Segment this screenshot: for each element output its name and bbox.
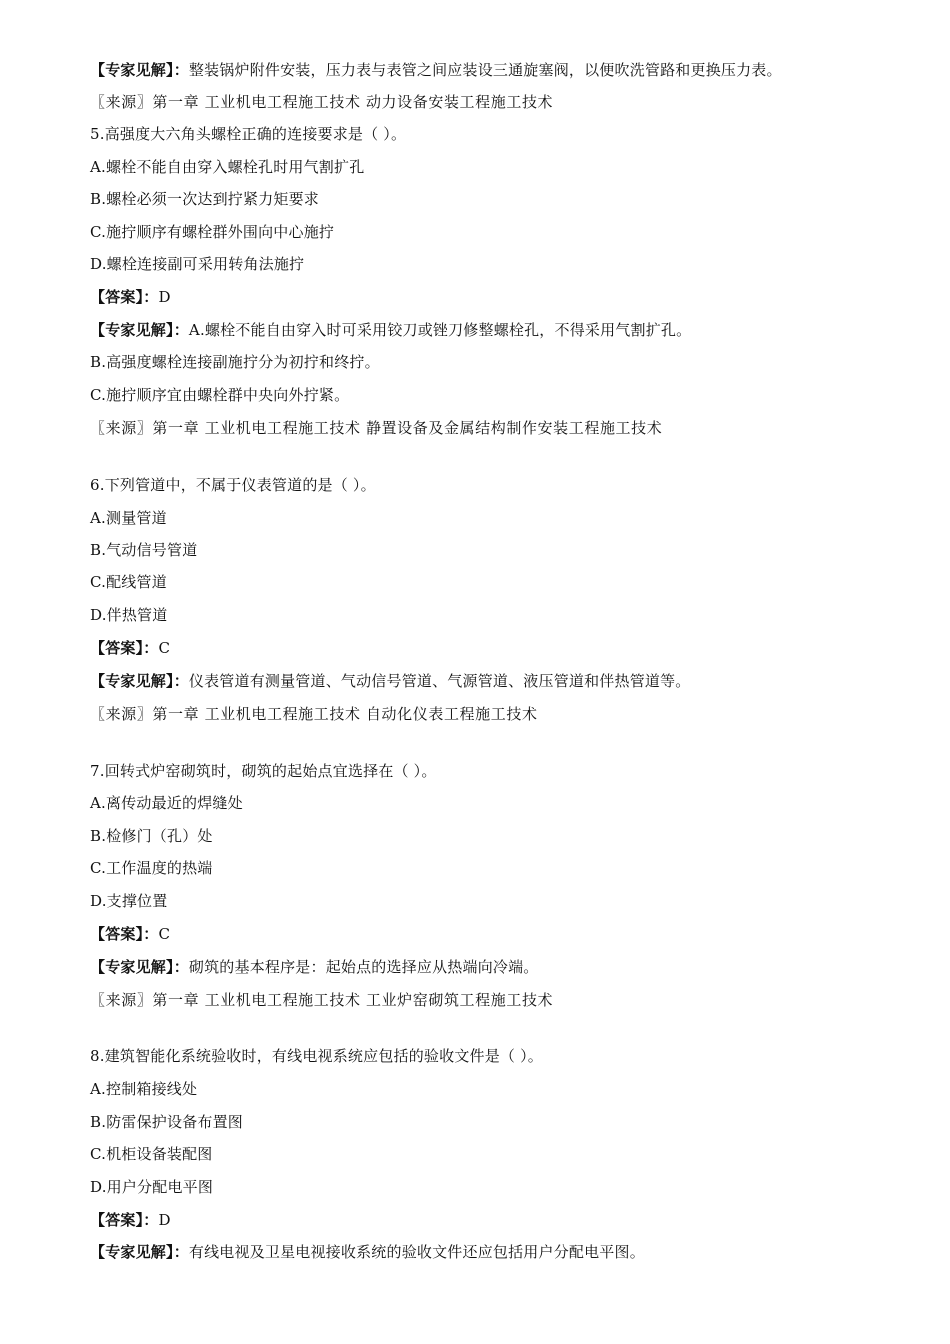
expert-insight-line	[90, 60, 890, 80]
option-a: A.螺栓不能自由穿入螺栓孔时用气割扩孔	[90, 158, 365, 176]
explanation-line: C.施拧顺序宜由螺栓群中央向外拧紧。	[90, 386, 350, 404]
option-c: C.机柜设备装配图	[90, 1145, 213, 1163]
question-text: 7.回转式炉窑砌筑时，砌筑的起始点宜选择在（ ）。	[90, 762, 437, 780]
option-d: D.伴热管道	[90, 606, 168, 624]
source-line: 〖来源〗第一章 工业机电工程施工技术 自动化仪表工程施工技术	[90, 705, 538, 723]
answer-line	[90, 287, 890, 307]
expert-insight-text: 砌筑的基本程序是：起始点的选择应从热端向冷端。	[188, 958, 539, 976]
source-line: 〖来源〗第一章 工业机电工程施工技术 工业炉窑砌筑工程施工技术	[90, 991, 554, 1009]
question-text: 6.下列管道中，不属于仪表管道的是（ ）。	[90, 476, 376, 494]
option-a: A.测量管道	[90, 509, 167, 527]
expert-insight-line	[90, 671, 890, 691]
option-b: B.防雷保护设备布置图	[90, 1113, 243, 1131]
expert-insight-text: 仪表管道有测量管道、气动信号管道、气源管道、液压管道和伴热管道等。	[188, 672, 691, 690]
option-c: C.施拧顺序有螺栓群外围向中心施拧	[90, 223, 335, 241]
expert-insight-label: 【专家见解】：	[90, 61, 189, 79]
answer-value: C	[158, 639, 171, 657]
expert-insight-line	[90, 957, 890, 977]
answer-line	[90, 638, 890, 658]
answer-value: C	[158, 925, 171, 943]
expert-insight-label: 【专家见解】：	[90, 1243, 189, 1261]
option-b: B.螺栓必须一次达到拧紧力矩要求	[90, 190, 319, 208]
expert-insight-text: A.螺栓不能自由穿入时可采用铰刀或锉刀修整螺栓孔，不得采用气割扩孔。	[188, 321, 692, 339]
option-d: D.用户分配电平图	[90, 1178, 214, 1196]
option-a: A.离传动最近的焊缝处	[90, 794, 243, 812]
answer-value: D	[158, 288, 171, 306]
expert-insight-label: 【专家见解】：	[90, 672, 189, 690]
option-c: C.配线管道	[90, 573, 167, 591]
answer-value: D	[158, 1211, 171, 1229]
option-c: C.工作温度的热端	[90, 859, 213, 877]
expert-insight-line	[90, 320, 890, 340]
explanation-line: B.高强度螺栓连接副施拧分为初拧和终拧。	[90, 353, 380, 371]
source-line: 〖来源〗第一章 工业机电工程施工技术 动力设备安装工程施工技术	[90, 93, 554, 111]
question-text: 5.高强度大六角头螺栓正确的连接要求是（ ）。	[90, 125, 407, 143]
expert-insight-label: 【专家见解】：	[90, 958, 189, 976]
answer-line	[90, 1210, 890, 1230]
answer-label: 【答案】：	[90, 1211, 159, 1229]
answer-label: 【答案】：	[90, 288, 159, 306]
option-b: B.气动信号管道	[90, 541, 198, 559]
expert-insight-text: 有线电视及卫星电视接收系统的验收文件还应包括用户分配电平图。	[188, 1243, 645, 1261]
answer-label: 【答案】：	[90, 639, 159, 657]
option-d: D.螺栓连接副可采用转角法施拧	[90, 255, 305, 273]
expert-insight-text: 整装锅炉附件安装，压力表与表管之间应装设三通旋塞阀，以便吹洗管路和更换压力表。	[188, 61, 782, 79]
expert-insight-line	[90, 1242, 890, 1262]
expert-insight-label: 【专家见解】：	[90, 321, 189, 339]
option-d: D.支撑位置	[90, 892, 168, 910]
option-a: A.控制箱接线处	[90, 1080, 198, 1098]
option-b: B.检修门（孔）处	[90, 827, 213, 845]
answer-label: 【答案】：	[90, 925, 159, 943]
question-text: 8.建筑智能化系统验收时，有线电视系统应包括的验收文件是（ ）。	[90, 1047, 543, 1065]
source-line: 〖来源〗第一章 工业机电工程施工技术 静置设备及金属结构制作安装工程施工技术	[90, 419, 663, 437]
answer-line	[90, 924, 890, 944]
